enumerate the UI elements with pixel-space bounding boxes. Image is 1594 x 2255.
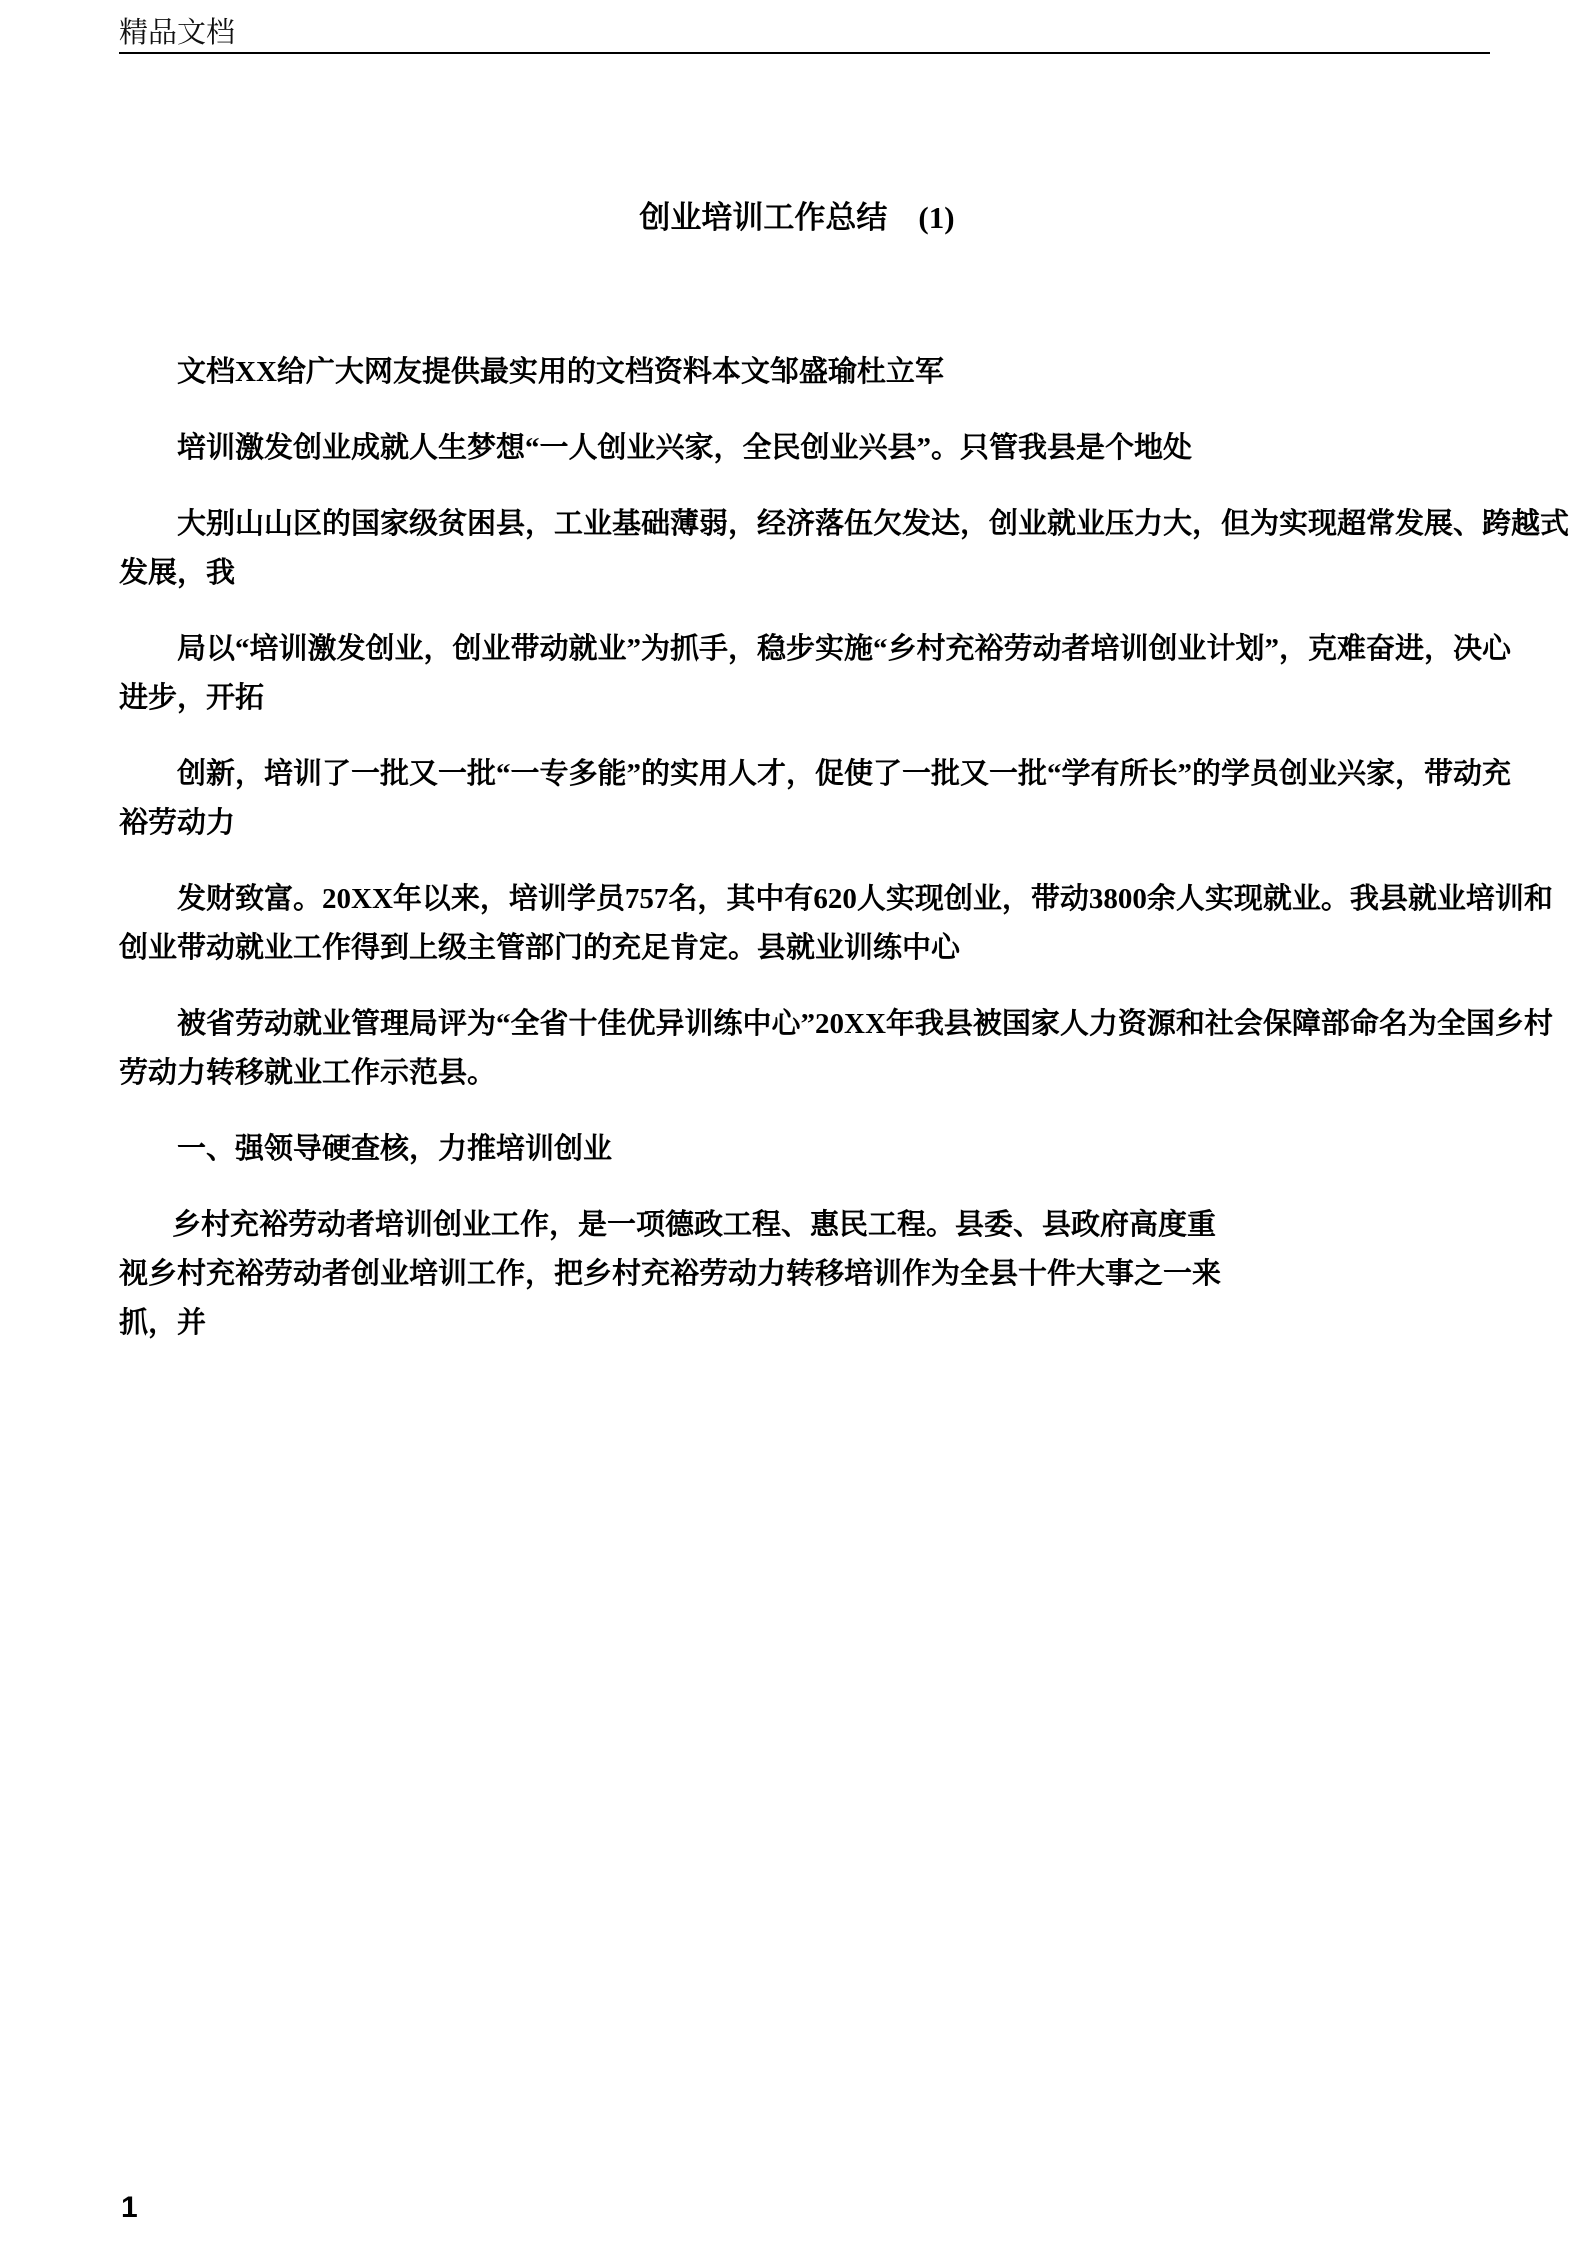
header-rule (119, 18, 1490, 54)
paragraph-line: 被省劳动就业管理局评为“全省十佳优异训练中心”20XX年我县被国家人力资源和社会保障部命名为全国乡村 (177, 1008, 1553, 1040)
section-heading-text: 一、强领导硬查核，力推培训创业 (177, 1133, 613, 1165)
watermark-text: 精品文档 (119, 17, 236, 49)
paragraph-line: 发展，我 (119, 557, 236, 589)
page-title: 创业培训工作总结 (1) (639, 200, 955, 235)
indented-paragraph (119, 1201, 1475, 1348)
paragraph-line: 培训激发创业成就人生梦想“一人创业兴家，全民创业兴县”。只管我县是个地处 (177, 432, 1193, 464)
paragraph (119, 424, 1475, 473)
paragraph (119, 625, 1512, 723)
paragraph-line: 创业带动就业工作得到上级主管部门的充足肯定。县就业训练中心 (119, 932, 961, 964)
paragraph (119, 875, 1553, 973)
paragraph-line: 抓，并 (119, 1307, 207, 1339)
paragraph-line: 视乡村充裕劳动者创业培训工作，把乡村充裕劳动力转移培训作为全县十件大事之一来 (119, 1258, 1222, 1290)
paragraph (119, 1000, 1553, 1098)
paragraph-line: 劳动力转移就业工作示范县。 (119, 1057, 497, 1089)
paragraph-line: 乡村充裕劳动者培训创业工作，是一项德政工程、惠民工程。县委、县政府高度重 (172, 1209, 1217, 1241)
paragraph (119, 348, 1475, 397)
paragraph-line: 局以“培训激发创业，创业带动就业”为抓手，稳步实施“乡村充裕劳动者培训创业计划”，克难奋进，决心 (177, 633, 1512, 665)
section-heading (119, 1125, 1475, 1174)
paragraph (119, 500, 1570, 598)
paragraph-line: 大别山山区的国家级贫困县，工业基础薄弱，经济落伍欠发达，创业就业压力大，但为实现超常发展、跨越式 (177, 508, 1570, 540)
paragraph-line: 文档XX给广大网友提供最实用的文档资料本文邹盛瑜杜立军 (177, 356, 944, 388)
paragraph-line: 创新，培训了一批又一批“一专多能”的实用人才，促使了一批又一批“学有所长”的学员创业兴家，带动充 (177, 758, 1512, 790)
document-body (0, 240, 1594, 1348)
page-number: 1 (121, 2191, 138, 2224)
paragraph (119, 750, 1512, 848)
paragraph-line: 发财致富。20XX年以来，培训学员757名，其中有620人实现创业，带动3800余人实现就业。我县就业培训和 (177, 883, 1553, 915)
page-header (0, 0, 1594, 54)
paragraph-line: 进步，开拓 (119, 682, 265, 714)
paragraph-line: 裕劳动力 (119, 807, 236, 839)
